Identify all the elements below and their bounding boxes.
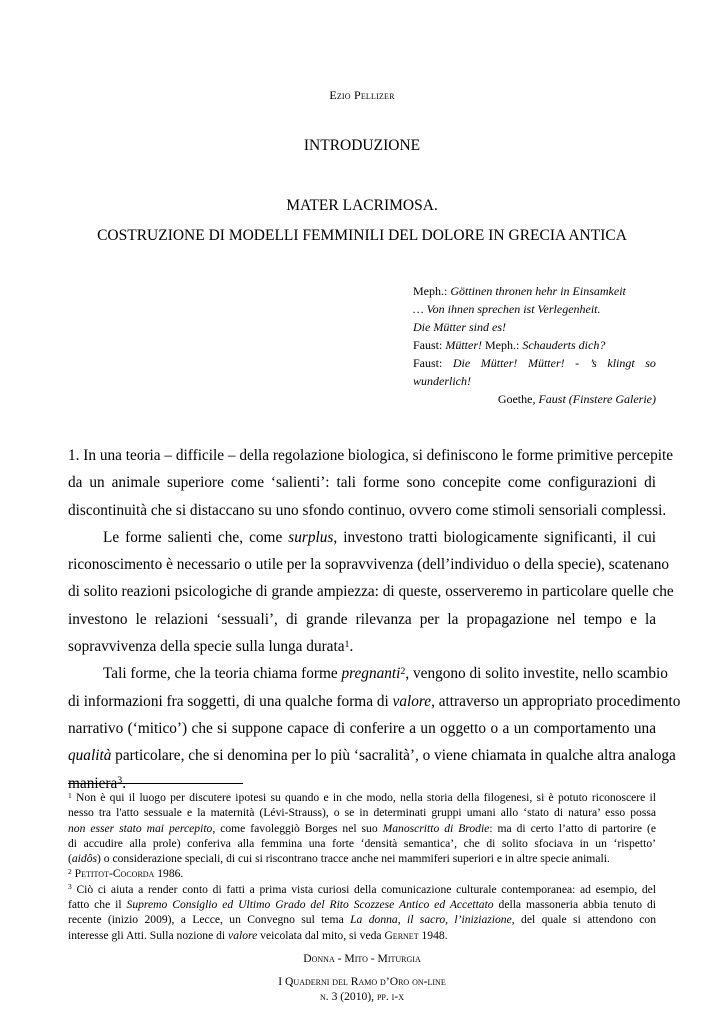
footnote-line: $^3$ Ciò ci aiuta a render conto di fatti a prima vista curiosi della comunicazione culturale contemporanea: ad esempio, del <box>68 882 656 896</box>
footnote-line: interesse gli Atti. Sulla nozione di valore veicolata dal mito, si veda Gernet 1948. <box>68 928 448 942</box>
text-line: riconoscimento è necessario o utile per la sopravvivenza (dell’individuo o della specie), scatenano <box>68 556 670 574</box>
text-line: 1. In una teoria – difficile – della regolazione biologica, si definiscono le forme primitive percepite <box>68 447 674 464</box>
text-line: investono le relazioni ‘sessuali’, di grande rilevanza per la propagazione nel tempo e la <box>68 610 656 628</box>
footnote-ref[interactable]: 3 <box>117 775 123 787</box>
text-line: discontinuità che si distaccano su uno sfondo continuo, ovvero come stimoli sensoriali complessi. <box>68 501 667 519</box>
footnote-ref[interactable]: 2 <box>400 665 406 677</box>
running-footer-issue: n. 3 (2010), pp. i-x <box>320 990 404 1003</box>
footnote-line: nesso tra l'atto sessuale e la maternità (Lévi-Strauss), o se in determinati gruppi umani allo ‘stato di natura’ esso possa <box>68 806 656 820</box>
epigraph-line: … Von ihnen sprechen ist Verlegenheit. <box>413 302 601 316</box>
text-line: narrativo (‘mitico’) che si suppone capace di conferire a un oggetto o a un comportamento una <box>68 719 656 737</box>
text-line: Le forme salienti che, come surplus, investono tratti biologicamente significanti, il cui <box>103 528 657 546</box>
epigraph <box>413 282 656 408</box>
epigraph-line: Meph.: Göttinen thronen hehr in Einsamkeit <box>413 284 626 298</box>
footnote-line: fatto che il Supremo Consiglio ed Ultimo Grado del Rito Scozzese Antico ed Accettato della massoneria abbia tenuto di <box>68 898 656 912</box>
article-title-line1: MATER LACRIMOSA. <box>286 197 438 214</box>
article-title-line2: COSTRUZIONE DI MODELLI FEMMINILI DEL DOLORE IN GRECIA ANTICA <box>97 227 627 244</box>
footnote-line: $^1$ Non è qui il luogo per discutere ipotesi su quando e in che modo, nella storia della filogenesi, si è potuto riconoscere il <box>68 790 656 804</box>
body-text <box>68 442 681 797</box>
author-name: Ezio Pellizer <box>329 88 395 102</box>
text-line: sopravvivenza della specie sulla lunga durata$^1$. <box>68 638 354 656</box>
footnote-ref[interactable]: 1 <box>344 638 350 650</box>
footnote-line: (aidôs) o considerazione speciali, di cui si riscontrano tracce anche nei mammiferi superiori e in altre specie animali. <box>68 852 610 866</box>
epigraph-attribution: Goethe, Faust (Finstere Galerie) <box>497 392 656 406</box>
epigraph-line: Die Mütter sind es! <box>413 320 506 334</box>
epigraph-line: Faust: Mütter! Meph.: Schauderts dich? <box>413 338 606 352</box>
text-line: maniera$^3$. <box>68 774 127 792</box>
text-line: di informazioni fra soggetti, di una qualche forma di valore, attraverso un appropriato procedimento <box>68 692 681 710</box>
text-line: Tali forme, che la teoria chiama forme pregnanti$^2$, vengono di solito investite, nello scambio <box>103 665 668 683</box>
footnote-line: non esser stato mai percepito, come favoleggiò Borges nel suo Manoscritto di Brodie: ma di certo l’atto di partorire (e <box>68 821 657 835</box>
text-line: da un animale superiore come ‘salienti’: tali forme sono concepite come configurazioni di <box>68 474 656 492</box>
footnote-line: di accudire alla prole) conferiva alla femmina una forte ‘densità semantica’, che di solito sfociava in un ‘rispetto’ <box>68 836 656 850</box>
section-heading: INTRODUZIONE <box>303 137 421 154</box>
footnotes <box>68 790 656 943</box>
text-line: qualità particolare, che si denomina per lo più ‘sacralità’, o viene chiamata in qualche altra analoga <box>68 747 676 765</box>
footnote-line: recente (inizio 2009), a Lecce, un Convegno sul tema La donna, il sacro, l’iniziazione, del quale si attendono con <box>68 913 656 927</box>
footnote-line: $^2$ Petitot-Cocorda 1986. <box>68 867 184 881</box>
running-footer-series: Donna - Mito - Miturgia <box>303 952 421 965</box>
text-line: di solito reazioni psicologiche di grande ampiezza: di queste, osserveremo in particolare quelle che <box>68 583 674 601</box>
footnote-divider <box>68 783 243 784</box>
epigraph-line: Faust: Die Mütter! Mütter! - ’s klingt so <box>413 356 656 370</box>
epigraph-line: wunderlich! <box>413 374 471 388</box>
running-footer-journal: I Quaderni del Ramo d’Oro on-line <box>278 975 446 988</box>
